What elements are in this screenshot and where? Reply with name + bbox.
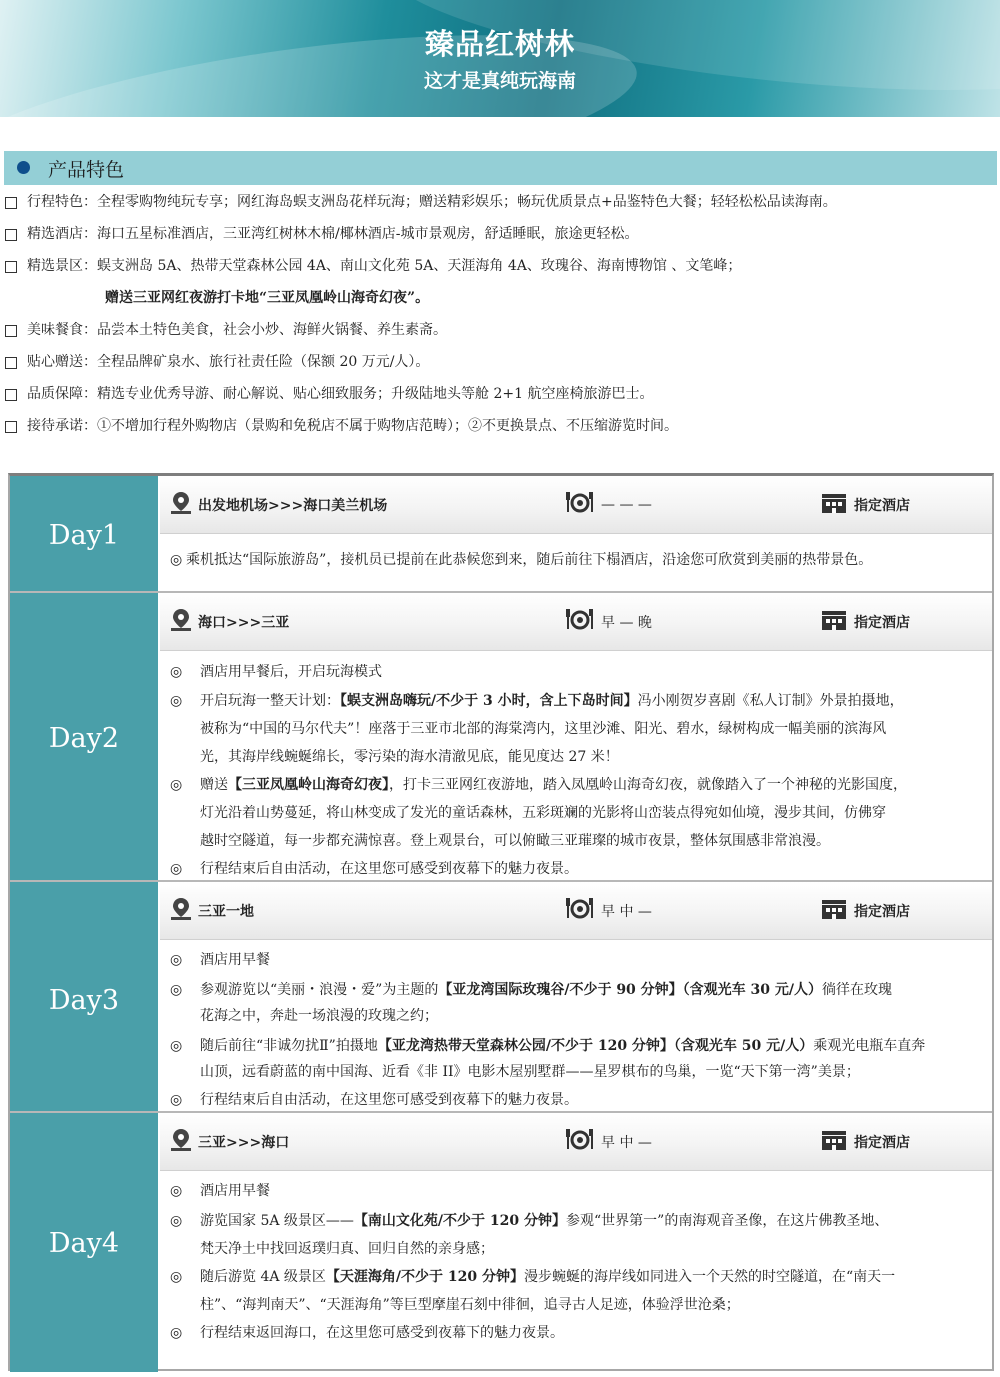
- checkbox-square-icon: [5, 197, 17, 209]
- route-text: 海口>>>三亚: [198, 615, 290, 631]
- description-text: [200, 946, 986, 974]
- features-list: [5, 190, 995, 446]
- text-segment: 酒店用早餐后，开启玩海模式: [200, 664, 382, 680]
- day-row: [10, 1113, 992, 1372]
- text-segment: 乘机抵达“国际旅游岛”，接机员已提前在此恭候您到来，随后前往下榻酒店，沿途您可欣赏到美丽的热带景色。: [186, 552, 873, 568]
- hotel-text: 指定酒店: [854, 1135, 910, 1151]
- day-label-cell: [10, 1113, 158, 1372]
- day-label-cell: [10, 882, 158, 1111]
- text-segment: 酒店用早餐: [200, 1183, 270, 1199]
- day-label-cell: [10, 476, 158, 591]
- description-text: [200, 1235, 986, 1263]
- description-text: [200, 799, 986, 827]
- day-row: [10, 593, 992, 880]
- description-text: [200, 743, 986, 771]
- feature-row: [5, 318, 995, 350]
- meals-text: 早 — 晚: [601, 615, 652, 631]
- features-heading-bar: [4, 151, 997, 185]
- text-segment: 灯光沿着山势蔓延，将山林变成了发光的童话森林，五彩斑斓的光影将山峦装点得宛如仙境，漫步其间，仿佛穿: [200, 805, 886, 821]
- feature-row: [5, 414, 995, 446]
- checkbox-square-icon: [5, 421, 17, 433]
- description-text: [200, 687, 986, 715]
- text-segment: 光，其海岸线蜿蜒绵长，零污染的海水清澈见底，能见度达 27 米！: [200, 749, 619, 765]
- feature-row: [5, 254, 995, 286]
- feature-row: [5, 190, 995, 222]
- bullet-circle-icon: ◎: [170, 1325, 183, 1341]
- text-segment: 随后游览 4A 级景区: [200, 1269, 326, 1285]
- feature-row: [5, 222, 995, 254]
- bullet-circle-icon: ◎: [170, 777, 183, 793]
- day-label: Day2: [48, 723, 120, 754]
- day-description: [160, 882, 992, 1111]
- text-segment: 开启玩海一整天计划：: [200, 693, 340, 709]
- feature-text: 精选酒店：海口五星标准酒店，三亚湾红树林木棉/椰林酒店-城市景观房，舒适睡眠，旅途更轻松。: [27, 226, 639, 242]
- description-text: [200, 1086, 986, 1114]
- highlight-text: 【蜈支洲岛嗨玩/不少于 3 小时，含上下岛时间】: [340, 693, 638, 709]
- hotel-text: 指定酒店: [854, 615, 910, 631]
- feature-text: 行程特色：全程零购物纯玩专享；网红海岛蜈支洲岛花样玩海；赠送精彩娱乐；畅玩优质景点+品鉴特色大餐；轻轻松松品读海南。: [27, 194, 837, 210]
- day-description: [160, 476, 992, 591]
- day-label: Day4: [48, 1228, 120, 1259]
- day-label: Day3: [48, 985, 120, 1016]
- bullet-circle-icon: ◎: [170, 552, 183, 568]
- text-segment: 酒店用早餐: [200, 952, 270, 968]
- text-segment: 花海之中，奔赴一场浪漫的玫瑰之约；: [200, 1008, 438, 1024]
- description-text: [200, 1263, 986, 1291]
- text-segment: 柱”、“海判南天”、“天涯海角”等巨型摩崖石刻中徘徊，追寻古人足迹，体验浮世沧桑；: [200, 1297, 740, 1313]
- description-text: [200, 771, 986, 799]
- feature-text: 接待承诺：①不增加行程外购物店（景购和免税店不属于购物店范畴）；②不更换景点、不压缩游览时间。: [27, 418, 678, 434]
- bullet-circle-icon: ◎: [170, 693, 183, 709]
- checkbox-square-icon: [5, 229, 17, 241]
- bullet-circle-icon: ◎: [170, 952, 183, 968]
- text-segment: 参观游览以“美丽・浪漫・爱”为主题的: [200, 982, 439, 998]
- bullet-dot-icon: [17, 161, 30, 174]
- hotel-text: 指定酒店: [854, 498, 910, 514]
- description-text: [200, 1032, 986, 1060]
- page-subtitle: 这才是真纯玩海南: [423, 70, 576, 92]
- text-segment: 被称为“中国的马尔代夫”！座落于三亚市北部的海棠湾内，这里沙滩、阳光、碧水，绿树构成一幅美丽的滨海风: [200, 721, 887, 737]
- description-text: [186, 546, 972, 574]
- text-segment: 漫步蜿蜒的海岸线如同进入一个天然的时空隧道，在“南天一: [524, 1269, 896, 1285]
- description-text: [200, 658, 986, 686]
- feature-row: [5, 350, 995, 382]
- feature-text: 美味餐食：品尝本土特色美食，社会小炒、海鲜火锅餐、养生素斋。: [27, 322, 447, 338]
- text-segment: 乘观光电瓶车直奔: [813, 1038, 926, 1054]
- description-text: [200, 1291, 986, 1319]
- text-segment: 行程结束后自由活动，在这里您可感受到夜幕下的魅力夜景。: [200, 1092, 578, 1108]
- text-segment: 山顶，远看蔚蓝的南中国海、近看《非 II》电影木屋别墅群——星罗棋布的鸟巢，一览“天下第一湾”美景；: [200, 1064, 860, 1080]
- feature-text: 贴心赠送：全程品牌矿泉水、旅行社责任险（保额 20 万元/人）。: [27, 354, 430, 370]
- feature-text: 精选景区：蜈支洲岛 5A、热带天堂森林公园 4A、南山文化苑 5A、天涯海角 4A、玫瑰谷、海南博物馆 、文笔峰；: [27, 258, 742, 274]
- day-row: [10, 882, 992, 1111]
- text-segment: 赠送: [200, 777, 228, 793]
- hotel-text: 指定酒店: [854, 904, 910, 920]
- description-text: [200, 1002, 986, 1030]
- bullet-circle-icon: ◎: [170, 1213, 183, 1229]
- feature-row: [5, 382, 995, 414]
- text-segment: 随后前往“非诚勿扰Ⅱ”拍摄地: [200, 1038, 378, 1054]
- route-text: 出发地机场>>>海口美兰机场: [198, 498, 388, 514]
- bullet-circle-icon: ◎: [170, 1092, 183, 1108]
- description-text: [200, 976, 986, 1004]
- checkbox-square-icon: [5, 357, 17, 369]
- description-text: [200, 1207, 986, 1235]
- checkbox-square-icon: [5, 389, 17, 401]
- highlight-text: 【南山文化苑/不少于 120 分钟】: [353, 1213, 567, 1229]
- checkbox-square-icon: [5, 261, 17, 273]
- day-label-cell: [10, 593, 158, 880]
- highlight-text: 【三亚凤凰岭山海奇幻夜】: [228, 777, 389, 793]
- meals-text: 早 中 —: [601, 1135, 652, 1151]
- route-text: 三亚一地: [198, 904, 254, 920]
- text-segment: 行程结束后自由活动，在这里您可感受到夜幕下的魅力夜景。: [200, 861, 578, 877]
- description-text: [200, 855, 986, 883]
- text-segment: 越时空隧道，每一步都充满惊喜。登上观景台，可以俯瞰三亚璀璨的城市夜景，整体氛围感非常浪漫。: [200, 833, 830, 849]
- feature-text: 赠送三亚网红夜游打卡地“三亚凤凰岭山海奇幻夜”。: [105, 290, 430, 306]
- highlight-text: 【亚龙湾国际玫瑰谷/不少于 90 分钟】（含观光车 30 元/人）: [438, 982, 823, 998]
- bullet-circle-icon: ◎: [170, 982, 183, 998]
- text-segment: 参观“世界第一”的南海观音圣像，在这片佛教圣地、: [566, 1213, 889, 1229]
- description-text: [200, 1319, 986, 1347]
- route-text: 三亚>>>海口: [198, 1135, 290, 1151]
- bullet-circle-icon: ◎: [170, 1038, 183, 1054]
- day-label: Day1: [48, 520, 120, 551]
- day-description: [160, 1113, 992, 1372]
- bullet-circle-icon: ◎: [170, 664, 183, 680]
- text-segment: ，打卡三亚网红夜游地，踏入凤凰岭山海奇幻夜，就像踏入了一个神秘的光影国度，: [389, 777, 907, 793]
- meals-text: 早 中 —: [601, 904, 652, 920]
- highlight-text: 【亚龙湾热带天堂森林公园/不少于 120 分钟】（含观光车 50 元/人）: [377, 1038, 814, 1054]
- feature-text: 品质保障：精选专业优秀导游、耐心解说、贴心细致服务；升级陆地头等舱 2+1 航空座椅旅游巴士。: [27, 386, 654, 402]
- bullet-circle-icon: ◎: [170, 1183, 183, 1199]
- text-segment: 梵天净土中找回返璞归真、回归自然的亲身感；: [200, 1241, 494, 1257]
- page-title: 臻品红树林: [424, 27, 575, 61]
- itinerary-table: [8, 473, 994, 1371]
- day-description: [160, 593, 992, 880]
- features-heading: 产品特色: [48, 159, 125, 181]
- description-text: [200, 1177, 986, 1205]
- text-segment: 游览国家 5A 级景区——: [200, 1213, 354, 1229]
- text-segment: 徜徉在玫瑰: [822, 982, 893, 998]
- feature-row: [5, 286, 995, 318]
- text-segment: 冯小刚贺岁喜剧《私人订制》外景拍摄地，: [637, 693, 904, 709]
- description-text: [200, 715, 986, 743]
- highlight-text: 【天涯海角/不少于 120 分钟】: [325, 1269, 525, 1285]
- description-text: [200, 827, 986, 855]
- checkbox-square-icon: [5, 325, 17, 337]
- bullet-circle-icon: ◎: [170, 1269, 183, 1285]
- header-banner: [0, 0, 1000, 117]
- bullet-circle-icon: ◎: [170, 861, 183, 877]
- text-segment: 行程结束返回海口，在这里您可感受到夜幕下的魅力夜景。: [200, 1325, 564, 1341]
- day-row: [10, 476, 992, 591]
- description-text: [200, 1058, 986, 1086]
- meals-text: — — —: [601, 497, 652, 513]
